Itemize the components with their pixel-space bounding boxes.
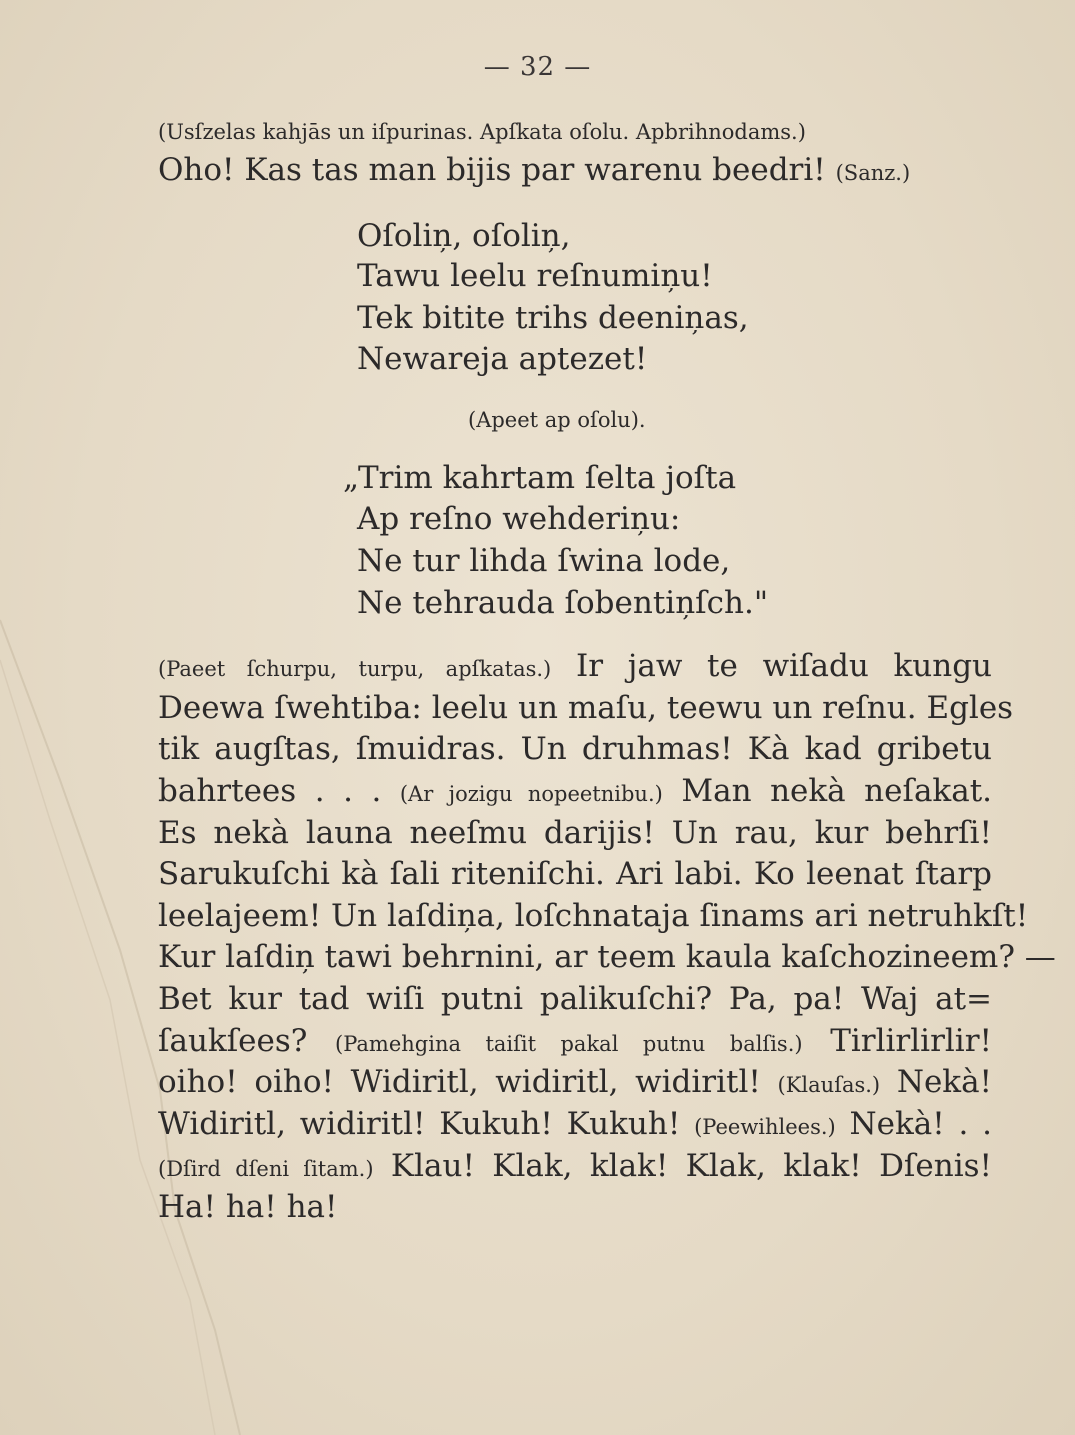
- stage-direction: (Apeet ap oſolu).: [468, 408, 646, 432]
- prose-text: ſaukſees?: [158, 1023, 308, 1059]
- verse-line: Newareja aptezet!: [357, 341, 648, 377]
- prose-line: tik augſtas, ſmuidras. Un druhmas! Kà kad gribetu: [158, 731, 992, 767]
- stage-direction: (Usſzelas kahjās un iſpurinas. Apſkata oſolu. Apbrihnodams.): [158, 120, 806, 144]
- prose-line: [158, 1062, 992, 1106]
- stage-direction: (Dſird dſeni ſitam.): [158, 1157, 374, 1181]
- prose-line: [158, 771, 992, 815]
- dialogue-line: [158, 150, 910, 193]
- prose-text: Nekà! . .: [849, 1106, 992, 1142]
- stage-direction: (Pamehgina taiſit pakal putnu balſis.): [335, 1032, 803, 1056]
- stage-direction: (Sanz.): [835, 161, 911, 185]
- page-number: — 32 —: [483, 52, 592, 82]
- prose-text: Widiritl, widiritl! Kukuh! Kukuh!: [158, 1106, 681, 1142]
- verse-line: Ne tur lihda ſwina lode,: [357, 543, 731, 579]
- dialogue-text: Oho! Kas tas man bijis par warenu beedri!: [158, 152, 826, 188]
- prose-text: Tirlirlirlir!: [830, 1023, 992, 1059]
- prose-line: Sarukuſchi kà ſali riteniſchi. Ari labi. Ko leenat ſtarp: [158, 856, 992, 892]
- prose-line: Bet kur tad wiſi putni palikuſchi? Pa, pa! Waj at=: [158, 981, 992, 1017]
- verse-line: Tawu leelu reſnumiņu!: [357, 258, 713, 294]
- verse-line: Tek bitite trihs deeniņas,: [357, 300, 749, 336]
- stage-direction: (Klauſas.): [777, 1073, 881, 1097]
- prose-text: bahrtees . . .: [158, 773, 382, 809]
- prose-line: leelajeem! Un laſdiņa, loſchnataja ſinams ari netruhkſt!: [158, 898, 1029, 934]
- prose-line: Ha! ha! ha!: [158, 1189, 338, 1225]
- prose-line: [158, 1146, 992, 1190]
- prose-line: Es nekà launa neeſmu darijis! Un rau, kur behrſi!: [158, 815, 992, 851]
- stage-direction: (Ar jozigu nopeetnibu.): [399, 782, 663, 806]
- prose-text: oiho! oiho! Widiritl, widiritl, widiritl!: [158, 1064, 761, 1100]
- verse-line: Ne tehrauda ſobentiņſch.": [357, 585, 769, 621]
- stage-direction: (Paeet ſchurpu, turpu, apſkatas.): [158, 657, 552, 681]
- verse-line: Oſoliņ, oſoliņ,: [357, 218, 571, 254]
- prose-text: Nekà!: [896, 1064, 993, 1100]
- prose-text: Man nekà neſakat.: [681, 773, 993, 809]
- prose-line: [158, 1021, 992, 1065]
- verse-line: „Trim kahrtam ſelta joſta: [343, 460, 737, 496]
- prose-text: Ir jaw te wiſadu kungu: [575, 648, 993, 684]
- prose-line: [158, 646, 992, 690]
- stage-direction: (Peewihlees.): [694, 1115, 836, 1139]
- prose-text: Klau! Klak, klak! Klak, klak! Dſenis!: [390, 1148, 992, 1184]
- prose-line: Deewa ſwehtiba: leelu un maſu, teewu un reſnu. Egles: [158, 690, 1014, 726]
- prose-line: [158, 1104, 992, 1148]
- prose-line: Kur laſdiņ tawi behrnini, ar teem kaula kaſchozineem? —: [158, 939, 1056, 975]
- verse-line: Ap reſno wehderiņu:: [357, 501, 681, 537]
